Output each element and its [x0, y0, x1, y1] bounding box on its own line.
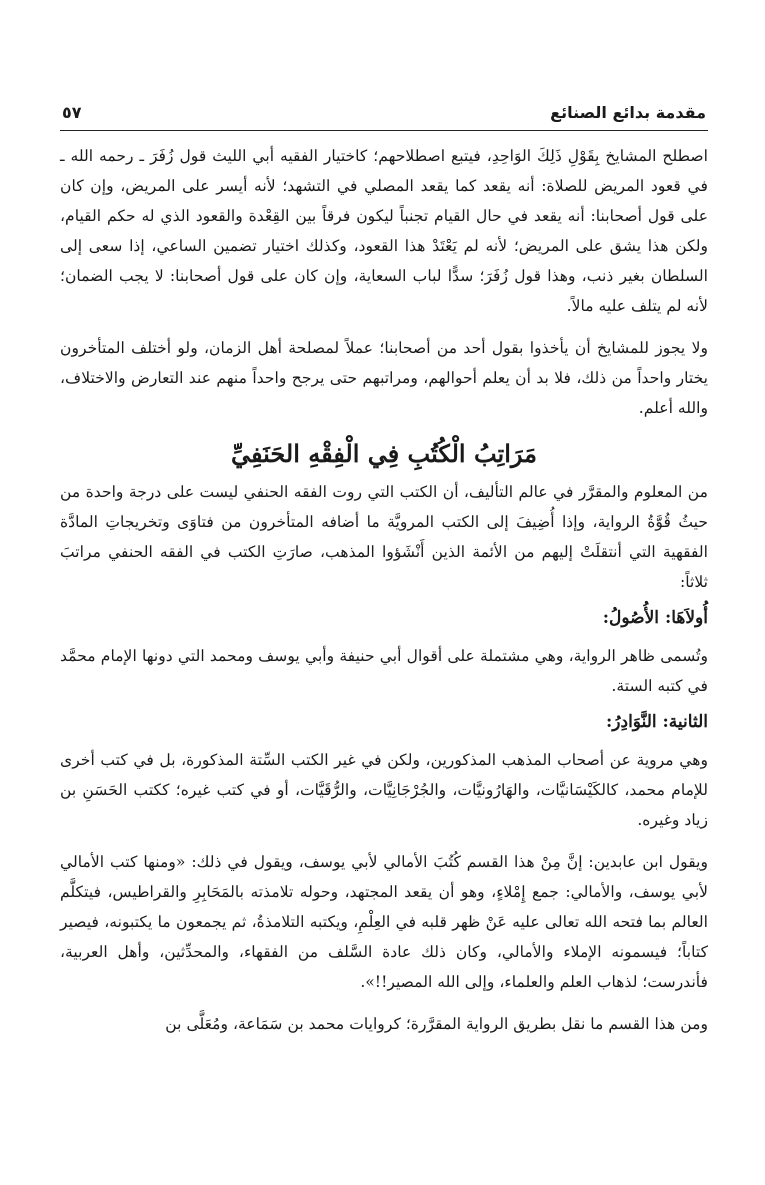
- subheading-usul: أُولاَهَا: الأُصُولُ:: [602, 608, 708, 628]
- running-header: [60, 86, 708, 131]
- section-heading: مَرَاتِبُ الْكُتُبِ فِي الْفِقْهِ الحَنَفِيِّ: [231, 439, 537, 468]
- running-title: مقدمة بدائع الصنائع: [550, 103, 706, 122]
- paragraph-opening: اصطلح المشايخ بِقَوْلِ ذَلِكَ الوَاحِدِ، فيتبع اصطلاحهم؛ كاختيار الفقيه أبي الليث قول زُفَرَ ـ رحمه الله ـ في قعود المريض للصلاة: أنه يقعد كما يقعد المصلي في التشهد؛ لأنه أيسر على المريض، وإن كان على قول أصحابنا: أنه يقعد في حال القيام تجنباً ليكون فرقاً بين القِعْدة والقعود الذي له حكم القيام، ولكن هذا يشق على المريض؛ لأنه لم يَعْتَدْ هذا القعود، وكذلك اختيار تضمين الساعي، إذا سعى إلى السلطان بغير ذنب، وهذا قول زُفَرَ؛ سدًّا لباب السعاية، وإن كان على قول أصحابنا: لا يجب الضمان؛ لأنه لم يتلف عليه مالاً.: [60, 147, 708, 315]
- document-page: [60, 86, 708, 1039]
- paragraph-intro-ranks: من المعلوم والمقرَّر في عالم التأليف، أن الكتب التي روت الفقه الحنفي ليست على درجة واحدة من حيثُ قُوَّةُ الرواية، وإذا أُضِيفَ إلى الكتب المرويَّة ما أضافه المتأخرون من فتاوَى وتخريجاتِ المادَّة الفقهية التي أنتقلَتْ إليهم من الأئمة الذين أَنْشَؤوا المذهب، صارَتِ الكتب في الفقه الحنفي مراتبَ ثلاثاً:: [60, 483, 708, 591]
- subheading-nawadir: الثانية: النَّوَادِرُ:: [606, 712, 708, 732]
- paragraph-usul: وتُسمى ظاهر الرواية، وهي مشتملة على أقوال أبي حنيفة وأبي يوسف ومحمد التي دونها الإمام محمَّد في كتبه الستة.: [60, 647, 708, 695]
- paragraph-continuation: ومن هذا القسم ما نقل بطريق الرواية المقرَّرة؛ كروايات محمد بن سَمَاعة، ومُعَلَّى بن: [165, 1015, 708, 1033]
- paragraph-ibn-abidin-quote: ويقول ابن عابدين: إنَّ مِنْ هذا القسم كُتُبَ الأمالي لأبي يوسف، ويقول في ذلك: «ومنها كتب الأمالي لأبي يوسف، والأمالي: جمع إِمْلاءٍ، وهو أن يقعد المجتهد، وحوله تلامذته بالمَحَابِرِ والقراطيس، فيتكلَّم العالم بما فتحه الله تعالى عليه عَنْ ظهر قلبه في العِلْمِ، ويكتبه التلامذةُ، ثم يجمعون ما يكتبونه، فيصير كتاباً؛ فيسمونه الإملاء والأمالي، وكان ذلك عادة السَّلف من الفقهاء، والمحدِّثين، وأهل العربية، فأندرست؛ لذهاب العلم والعلماء، وإلى الله المصير!!».: [60, 853, 708, 991]
- paragraph-scholars: ولا يجوز للمشايخ أن يأخذوا بقول أحد من أصحابنا؛ عملاً لمصلحة أهل الزمان، ولو أختلف المتأخرون يختار واحداً من ذلك، فلا بد أن يعلم أحوالهم، ومراتبهم حتى يرجح واحداً منهم عند التعارض والاختلاف، والله أعلم.: [60, 339, 708, 417]
- paragraph-nawadir: وهي مروية عن أصحاب المذهب المذكورين، ولكن في غير الكتب السِّتة المذكورة، بل في كتب أخرى للإمام محمد، كالكَيْسَانيَّات، والهَارُونيَّات، والجُرْجَانِيَّات، والرُّقَيَّات، أو في كتب غيره؛ ككتب الحَسَنِ بن زياد وغيره.: [60, 751, 708, 829]
- page-number: ٥٧: [62, 103, 82, 122]
